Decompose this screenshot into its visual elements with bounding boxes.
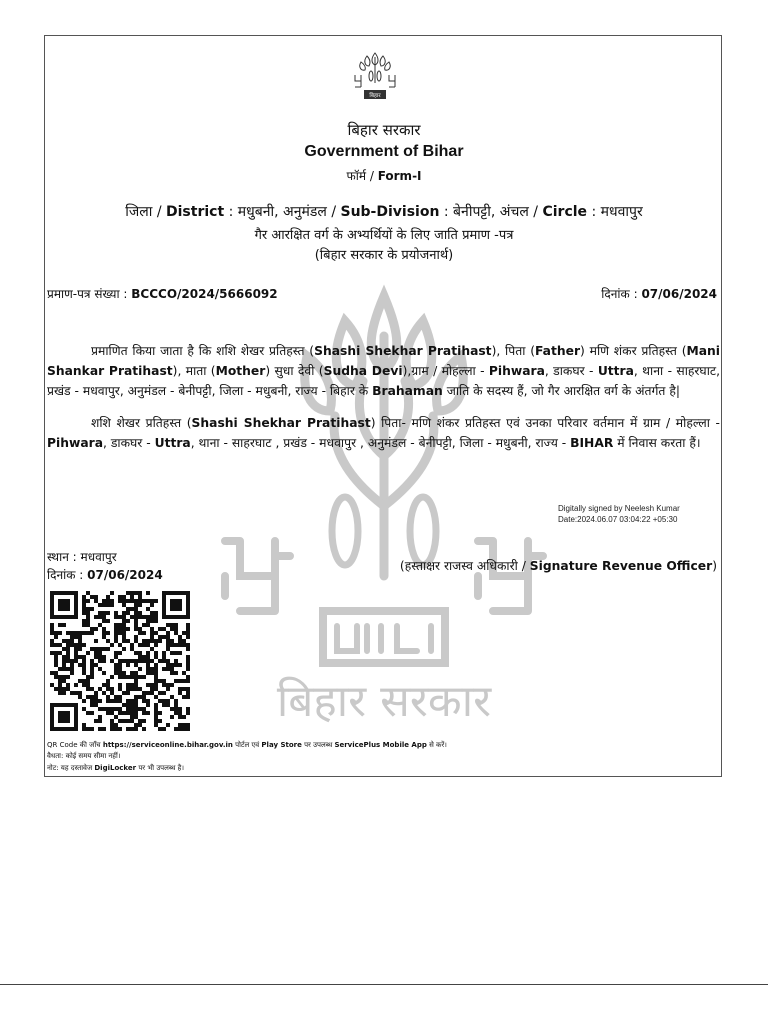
form-label: [45, 167, 723, 184]
p1-mother-label: Mother: [215, 364, 266, 378]
paragraph-2: [47, 413, 720, 453]
p1-text-g: , डाकघर -: [544, 364, 598, 378]
bihar-emblem-icon: [350, 43, 400, 103]
signature-label-close: ): [712, 559, 717, 573]
district-label-en: District: [166, 204, 225, 220]
p2-village: Pihwara: [47, 436, 104, 450]
subdivision-value: : बेनीपट्टी, अंचल /: [439, 204, 543, 220]
foot-digilocker: DigiLocker: [94, 764, 137, 772]
form-en: Form-I: [377, 169, 422, 183]
p2-text-b: ) पिता- मणि शंकर प्रतिहस्त एवं उनका परिवार वर्तमान में ग्राम / मोहल्ला -: [370, 416, 720, 430]
p1-text-b: ), पिता (: [491, 344, 535, 358]
sign-date-label: दिनांक :: [47, 568, 88, 582]
title-hindi: बिहार सरकार: [347, 121, 421, 139]
issue-date-value: 07/06/2024: [641, 287, 717, 301]
foot-text-b: पोर्टल एवं: [232, 741, 262, 749]
digital-date: Date:2024.06.07 03:04:22 +05:30: [558, 515, 678, 524]
place-value: मधवापुर: [80, 550, 117, 564]
circle-value: : मधवापुर: [587, 204, 643, 220]
p2-text-a: शशि शेखर प्रतिहस्त (: [91, 416, 192, 430]
signature-label: [400, 557, 717, 574]
sign-date-value: 07/06/2024: [87, 568, 163, 582]
certificate-number: [47, 285, 278, 302]
qr-code: [50, 591, 190, 731]
foot-note-b: पर भी उपलब्ध है।: [136, 764, 184, 772]
foot-store: Play Store: [261, 741, 302, 749]
p1-caste: Brahaman: [372, 384, 443, 398]
place-line: [47, 548, 117, 565]
p1-father-label: Father: [535, 344, 581, 358]
district-label-hi: जिला /: [125, 204, 167, 220]
p2-text-e: में निवास करता हैं।: [613, 436, 701, 450]
foot-app: ServicePlus Mobile App: [334, 741, 427, 749]
district-line: [45, 202, 723, 221]
form-hi: फॉर्म: [346, 169, 367, 183]
p1-name-en: Shashi Shekhar Pratihast: [314, 344, 492, 358]
watermark-text: बिहार सरकार: [276, 676, 492, 727]
issue-date: [601, 285, 717, 302]
form-sep: /: [366, 169, 378, 183]
foot-text-a: QR Code की जाँच: [47, 741, 103, 749]
p1-village: Pihwara: [488, 364, 545, 378]
cert-no-value: BCCCO/2024/5666092: [131, 287, 278, 301]
issue-date-label: दिनांक :: [601, 287, 642, 301]
p2-state: BIHAR: [570, 436, 614, 450]
foot-text-c: पर उपलब्ध: [301, 741, 335, 749]
p1-text-i: जाति के सदस्य हैं, जो गैर आरक्षित वर्ग के अंतर्गत है|: [442, 384, 681, 398]
p1-father-en: Mani Shankar Pratihast: [47, 344, 721, 378]
title-english: Government of Bihar: [304, 143, 464, 160]
p2-name-en: Shashi Shekhar Pratihast: [191, 416, 371, 430]
emblem-text: बिहार: [369, 93, 381, 99]
p1-text-h: , थाना - साहरघाट, प्रखंड - मधवापुर, अनुमंडल - बेनीपट्टी, जिला - मधुबनी, राज्य - बिहार के: [47, 364, 720, 398]
foot-url: https://serviceonline.bihar.gov.in: [102, 741, 233, 749]
signature-label-hi: (हस्ताक्षर राजस्व अधिकारी /: [399, 559, 530, 573]
subdivision-label: Sub-Division: [340, 204, 440, 220]
p2-text-c: , डाकघर -: [103, 436, 155, 450]
p1-text-e: ) सुधा देवी (: [265, 364, 324, 378]
p1-text-c: ) मणि शंकर प्रतिहस्त (: [580, 344, 687, 358]
foot-note-a: नोट: यह दस्तावेज: [47, 764, 95, 772]
signature-label-en: Signature Revenue Officer: [529, 559, 713, 573]
district-value: : मधुबनी, अनुमंडल /: [224, 204, 341, 220]
p2-post-office: Uttra: [154, 436, 191, 450]
page-divider: [0, 984, 768, 985]
subtitle-2: (बिहार सरकार के प्रयोजनार्थ): [314, 248, 454, 263]
subtitle-1: गैर आरक्षित वर्ग के अभ्यर्थियों के लिए जाति प्रमाण -पत्र: [254, 228, 514, 243]
digital-signer: Digitally signed by Neelesh Kumar: [558, 504, 680, 513]
footer-digilocker: [47, 764, 184, 773]
circle-label: Circle: [542, 204, 588, 220]
certificate: [44, 35, 722, 777]
p1-post-office: Uttra: [597, 364, 634, 378]
p1-mother-en: Sudha Devi: [323, 364, 403, 378]
p1-text-a: प्रमाणित किया जाता है कि शशि शेखर प्रतिहस्त (: [91, 344, 315, 358]
digital-signature: [558, 503, 680, 525]
paragraph-1: [47, 341, 720, 401]
place-label: स्थान :: [47, 550, 81, 564]
p2-text-d: , थाना - साहरघाट , प्रखंड - मधवापुर , अनुमंडल - बेनीपट्टी, जिला - मधुबनी, राज्य -: [190, 436, 571, 450]
footer-validity: वैधता: कोई समय सीमा नहीं।: [47, 752, 121, 760]
foot-text-d: से करें।: [426, 741, 447, 749]
cert-no-label: प्रमाण-पत्र संख्या :: [47, 287, 132, 301]
p1-text-f: ),ग्राम / मोहल्ला -: [402, 364, 489, 378]
sign-date-line: [47, 566, 163, 583]
footer-qr-note: [47, 741, 447, 750]
p1-text-d: ), माता (: [172, 364, 216, 378]
